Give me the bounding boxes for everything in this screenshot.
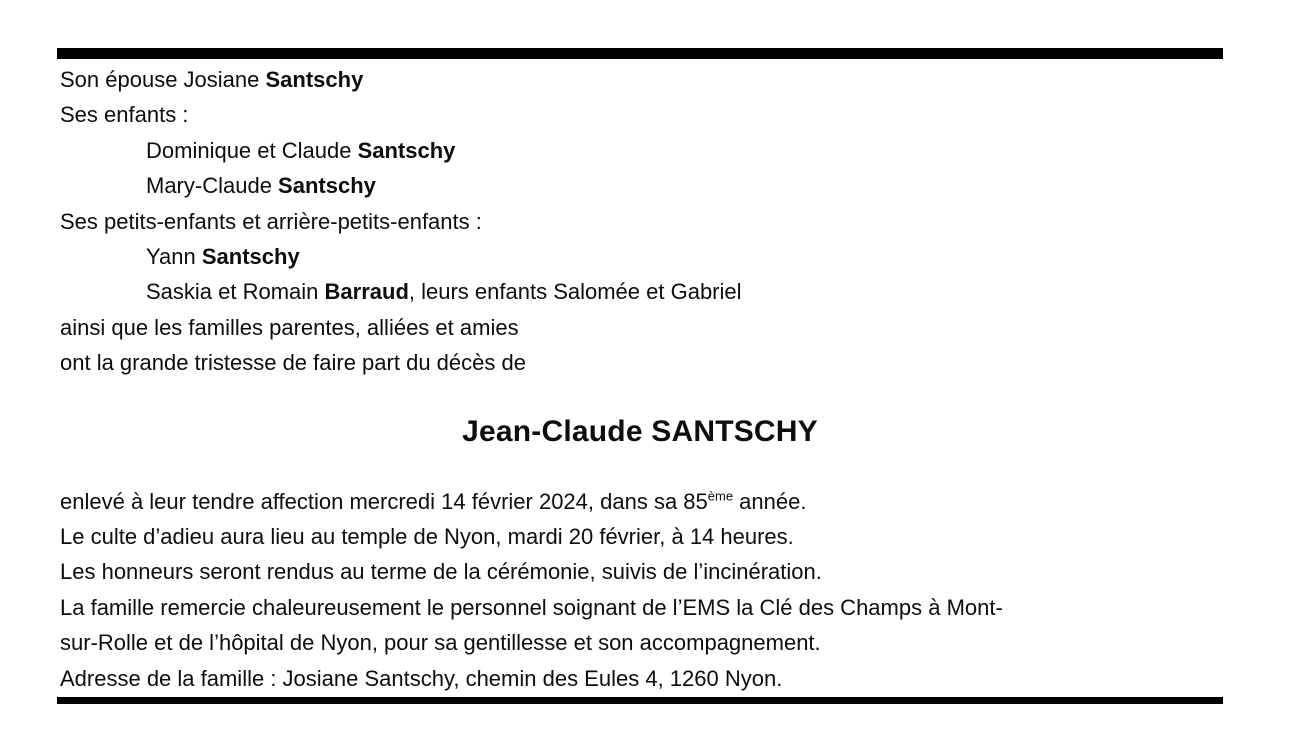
- family-lines: [57, 62, 1223, 381]
- text-run: Ses enfants :: [60, 102, 189, 128]
- text-run: enlevé à leur tendre affection mercredi 14 février 2024, dans sa 85: [60, 488, 708, 514]
- top-rule: [57, 48, 1223, 59]
- text-run: , leurs enfants Salomée et Gabriel: [408, 279, 742, 305]
- text-line: [60, 590, 1223, 625]
- text-run: Les honneurs seront rendus au terme de la cérémonie, suivis de l’incinération.: [60, 559, 822, 585]
- text-run: Saskia et Romain: [146, 279, 325, 305]
- text-line: [60, 345, 1223, 380]
- text-line: [60, 239, 1223, 274]
- text-run: Ses petits-enfants et arrière-petits-enfants :: [60, 208, 482, 234]
- family-name-bold: Santschy: [278, 173, 376, 199]
- text-run: ainsi que les familles parentes, alliées et amies: [60, 314, 519, 340]
- family-name-bold: Santschy: [357, 137, 456, 163]
- text-run: ont la grande tristesse de faire part du décès de: [60, 350, 526, 376]
- text-line: [60, 625, 1223, 660]
- text-run: Le culte d’adieu aura lieu au temple de Nyon, mardi 20 février, à 14 heures.: [60, 524, 794, 550]
- text-line: [60, 133, 1223, 168]
- text-line: [60, 168, 1223, 203]
- text-run: Son épouse Josiane: [60, 67, 266, 92]
- ordinal-suffix: ème: [707, 488, 734, 504]
- family-name-bold: Barraud: [324, 279, 409, 305]
- text-line: [60, 310, 1223, 345]
- text-line: [60, 274, 1223, 309]
- death-notice: [57, 48, 1223, 704]
- family-name-bold: Santschy: [201, 244, 300, 270]
- text-line: [60, 97, 1223, 132]
- deceased-name: Jean-Claude SANTSCHY: [462, 414, 818, 448]
- text-run: La famille remercie chaleureusement le personnel soignant de l’EMS la Clé des Champs à Mont-: [60, 594, 1003, 620]
- bottom-rule: [57, 697, 1223, 704]
- text-run: Mary-Claude: [146, 173, 279, 199]
- text-line: [60, 661, 1223, 696]
- text-line: [60, 519, 1223, 554]
- detail-lines: [57, 484, 1223, 696]
- text-run: Yann: [146, 244, 202, 270]
- text-line: [60, 484, 1223, 519]
- text-run: Adresse de la famille : Josiane Santschy, chemin des Eules 4, 1260 Nyon.: [60, 665, 783, 691]
- text-run: Dominique et Claude: [146, 137, 358, 163]
- text-line: [60, 62, 1223, 97]
- text-run: sur-Rolle et de l’hôpital de Nyon, pour sa gentillesse et son accompagnement.: [60, 630, 821, 656]
- text-run: année.: [733, 488, 807, 514]
- text-line: [60, 554, 1223, 589]
- text-line: [60, 204, 1223, 239]
- family-name-bold: Santschy: [265, 67, 364, 92]
